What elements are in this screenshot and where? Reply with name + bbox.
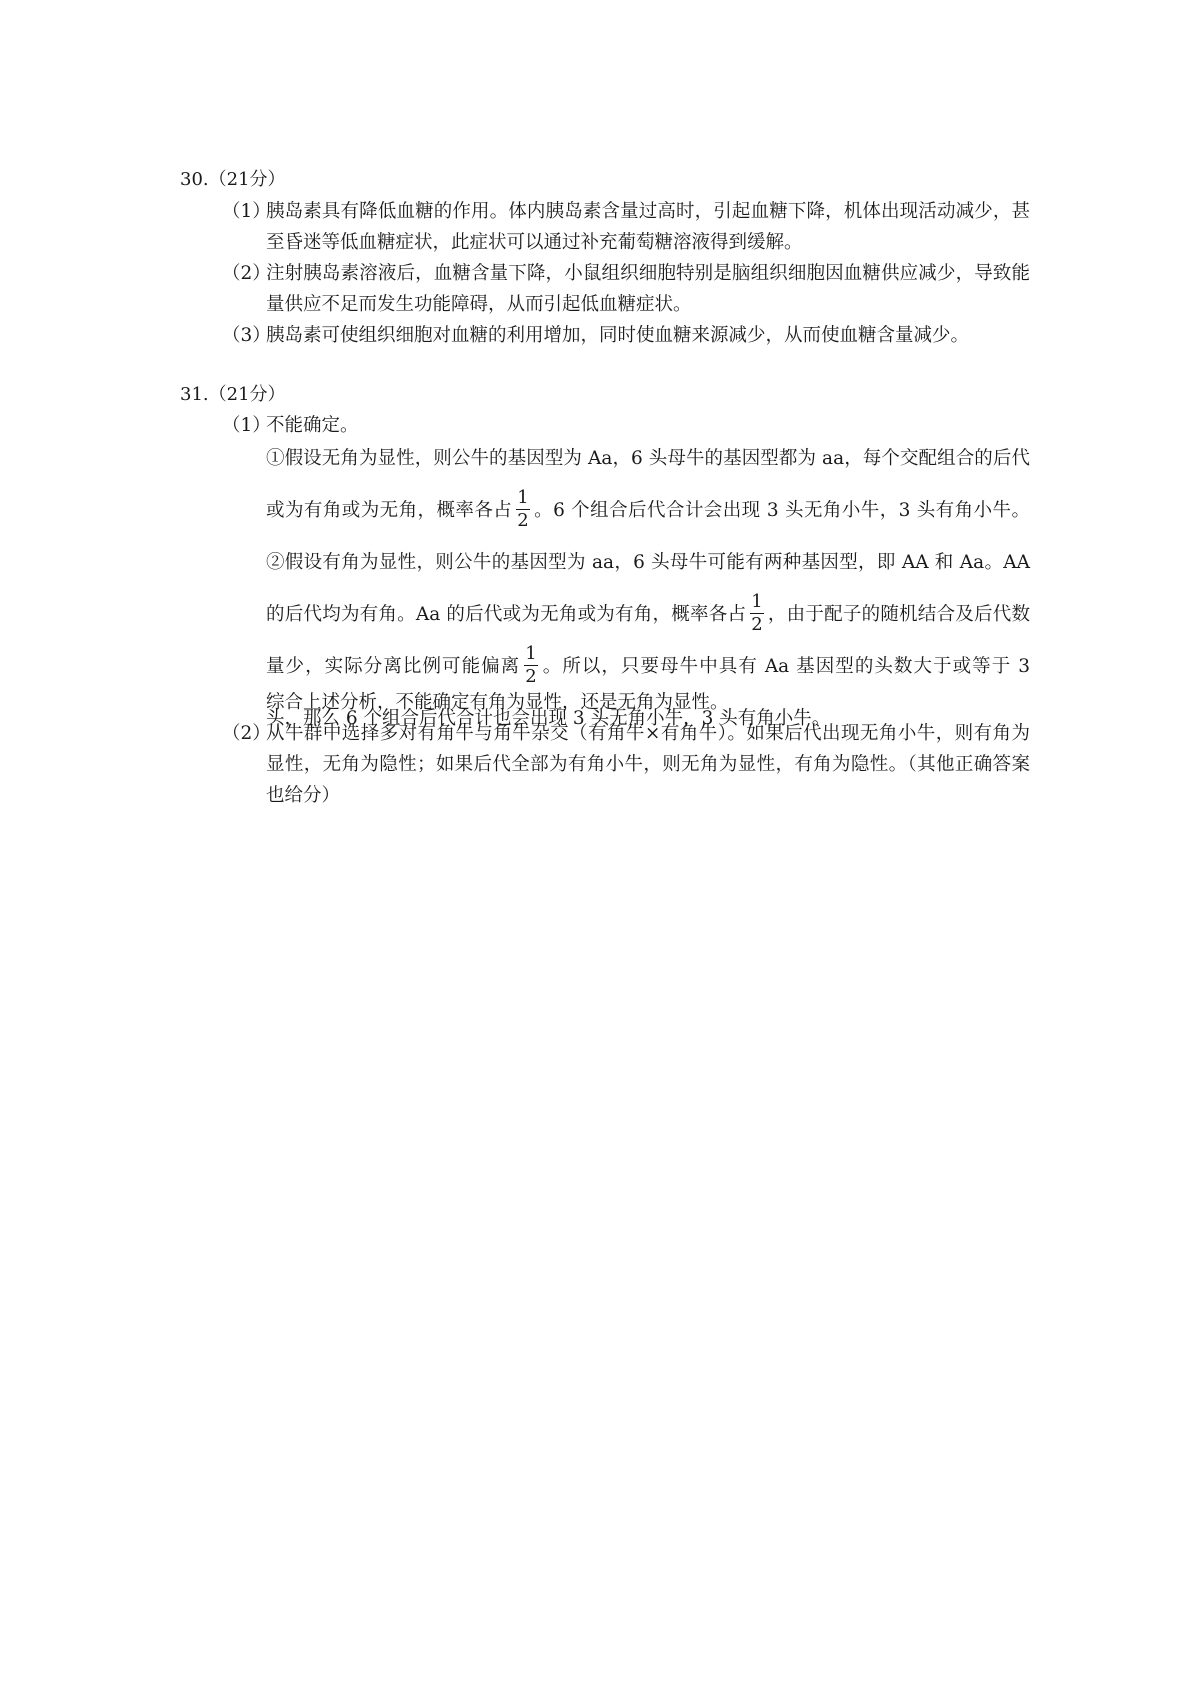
analysis-text-part-4: 。所以，只要母牛中具有 Aa 基因型的头数大于或等于 3 头，那么 6 个组合后代合计也会出现 3 头无角小牛，3 头有角小牛。: [266, 656, 1030, 729]
fraction-one-half: [749, 592, 764, 635]
q31-conclusion: 综合上述分析，不能确定有角为显性，还是无角为显性。: [266, 692, 729, 713]
q30-item-3-text: 胰岛素可使组织细胞对血糖的利用增加，同时使血糖来源减少，从而使血糖含量减少。: [266, 325, 970, 346]
fraction-numerator: 1: [517, 486, 529, 508]
analysis-text-part-2: 。6 个组合后代合计会出现 3 头无角小牛，3 头有角小牛。②假设有角为显性，则公牛的基因型为 aa，6 头母牛可能有两种基因型，即 AA 和 Aa。AA 的后代均为有角。Aa 的后代或为无角或为有角，概率各占: [266, 500, 1030, 625]
q31-item-2-text: 从牛群中选择多对有角牛与角牛杂交（有角牛×有角牛）。如果后代出现无角小牛，则有角为显性，无角为隐性；如果后代全部为有角小牛，则无角为显性，有角为隐性。（其他正确答案也给分）: [266, 723, 1030, 806]
q30-item-2: [222, 258, 1030, 320]
q30-item-1: [222, 196, 1030, 258]
q31-item-2-number: （2）: [222, 723, 271, 744]
fraction-denominator: 2: [525, 665, 537, 687]
q31-item-1-text: 不能确定。: [266, 415, 359, 436]
fraction-numerator: 1: [751, 590, 763, 612]
q30-item-1-number: （1）: [222, 201, 271, 222]
q30-item-1-text: 胰岛素具有降低血糖的作用。体内胰岛素含量过高时，引起血糖下降，机体出现活动减少，甚至昏迷等低血糖症状，此症状可以通过补充葡萄糖溶液得到缓解。: [266, 201, 1030, 253]
analysis-text-part-1: ①假设无角为显性，则公牛的基因型为 Aa，6 头母牛的基因型都为 aa，每个交配组合的后代或为有角或为无角，概率各占: [266, 448, 1030, 521]
q31-item-1-number: （1）: [222, 415, 271, 436]
q30-item-3-number: （3）: [222, 325, 271, 346]
fraction-denominator: 2: [751, 613, 763, 635]
fraction-numerator: 1: [525, 642, 537, 664]
question-31-header: 31.（21分）: [180, 384, 286, 405]
analysis-text-part-3: ，由于配子的随机结合及后代数量少，实际分离比例可能偏离: [266, 604, 1030, 677]
fraction-one-half: [515, 488, 530, 531]
q30-item-3: [222, 320, 1030, 351]
q30-item-2-text: 注射胰岛素溶液后，血糖含量下降，小鼠组织细胞特别是脑组织细胞因血糖供应减少，导致能量供应不足而发生功能障碍，从而引起低血糖症状。: [266, 263, 1030, 315]
q31-item-2: [222, 718, 1030, 811]
q30-item-2-number: （2）: [222, 263, 271, 284]
fraction-denominator: 2: [517, 509, 529, 531]
question-30-header: 30.（21分）: [180, 169, 286, 190]
fraction-one-half: [523, 644, 538, 687]
